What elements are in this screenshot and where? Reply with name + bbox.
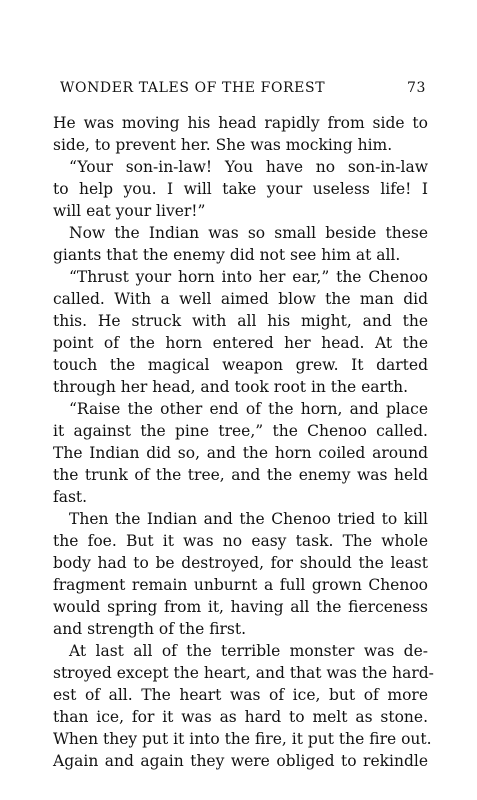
- page-number: 73: [406, 80, 426, 96]
- paragraph: [53, 156, 428, 222]
- text-line: touch the magical weapon grew. It darted: [53, 356, 428, 374]
- text-line: stroyed except the heart, and that was the hard-: [53, 664, 434, 682]
- paragraph: [53, 222, 428, 266]
- text-line: When they put it into the fire, it put the fire out.: [53, 730, 432, 748]
- text-line: He was moving his head rapidly from side to: [53, 114, 428, 132]
- text-line: the foe. But it was no easy task. The whole: [53, 532, 428, 550]
- text-line: fragment remain unburnt a full grown Chenoo: [53, 576, 428, 594]
- text-line: will eat your liver!”: [53, 202, 206, 220]
- text-line: side, to prevent her. She was mocking him.: [53, 136, 393, 154]
- text-line: it against the pine tree,” the Chenoo called.: [53, 422, 428, 440]
- text-line: this. He struck with all his might, and the: [53, 312, 428, 330]
- running-title: WONDER TALES OF THE FOREST: [60, 80, 326, 96]
- text-line: point of the horn entered her head. At the: [53, 334, 428, 352]
- text-line: Again and again they were obliged to rekindle: [53, 752, 428, 770]
- page-body: [53, 112, 434, 772]
- text-line: and strength of the first.: [53, 620, 247, 638]
- text-line: fast.: [53, 488, 88, 506]
- text-line: At last all of the terrible monster was de-: [69, 642, 428, 660]
- text-line: the trunk of the tree, and the enemy was held: [53, 466, 428, 484]
- text-line: “Raise the other end of the horn, and place: [69, 400, 428, 418]
- text-line: than ice, for it was as hard to melt as stone.: [53, 708, 428, 726]
- text-line: Now the Indian was so small beside these: [69, 224, 428, 242]
- paragraph: [53, 112, 428, 156]
- text-line: “Your son-in-law! You have no son-in-law: [69, 158, 428, 176]
- text-line: body had to be destroyed, for should the least: [53, 554, 428, 572]
- paragraph: [53, 398, 428, 508]
- text-line: Then the Indian and the Chenoo tried to kill: [69, 510, 428, 528]
- running-header: [60, 80, 426, 102]
- text-line: to help you. I will take your useless life! I: [53, 180, 428, 198]
- text-line: would spring from it, having all the fierceness: [53, 598, 428, 616]
- paragraph: [53, 508, 428, 640]
- text-line: through her head, and took root in the earth.: [53, 378, 409, 396]
- text-line: est of all. The heart was of ice, but of more: [53, 686, 428, 704]
- paragraph: [53, 266, 428, 398]
- paragraph: [53, 640, 434, 772]
- text-line: called. With a well aimed blow the man did: [53, 290, 428, 308]
- text-line: The Indian did so, and the horn coiled around: [53, 444, 428, 462]
- text-line: giants that the enemy did not see him at all.: [53, 246, 401, 264]
- text-line: “Thrust your horn into her ear,” the Chenoo: [69, 268, 428, 286]
